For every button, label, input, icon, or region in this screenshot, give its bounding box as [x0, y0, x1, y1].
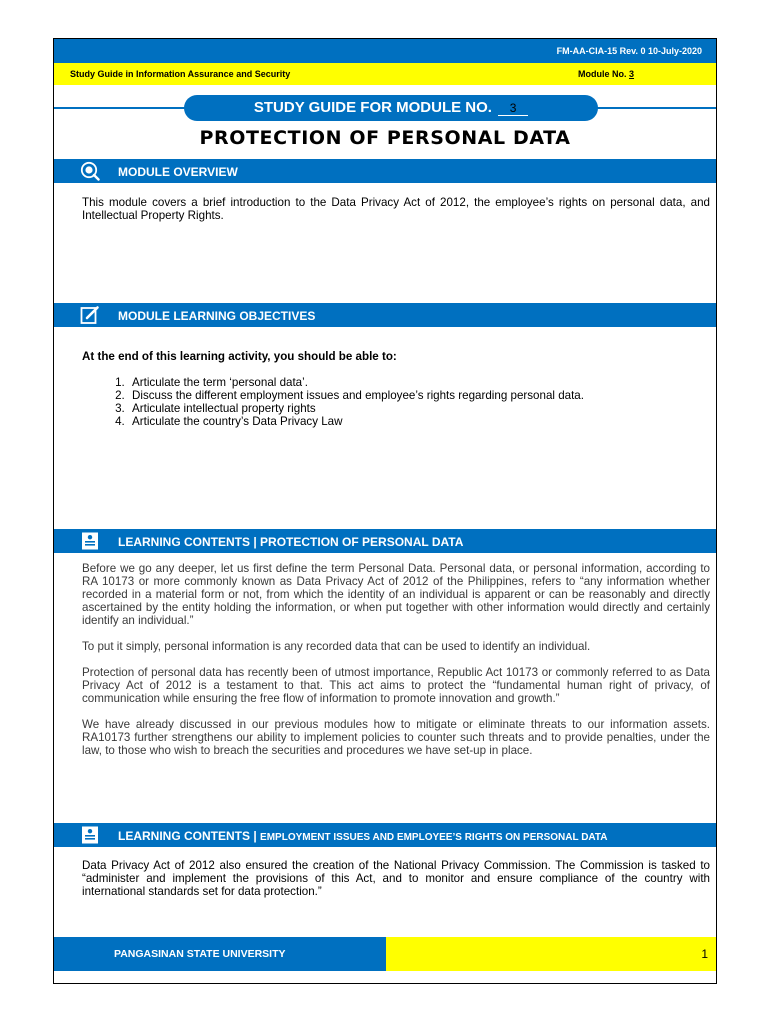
module-number: 3	[629, 69, 635, 79]
content-paragraph: Before we go any deeper, let us first define the term Personal Data. Personal data, or personal information, according to RA 10173 or more commonly known as Data Privacy Act of 2012 of the Philippines, refers to “any information whether recorded in a material form or not, from which the identity of an individual is apparent or can be reasonably and directly ascertained by the entity holding the information, or when put together with other information would directly and certainly identify an individual.”	[82, 562, 710, 627]
study-guide-banner	[184, 95, 598, 121]
section-header-overview	[54, 159, 716, 183]
module-number-label	[578, 69, 634, 79]
section-label-objectives: MODULE LEARNING OBJECTIVES	[118, 309, 316, 323]
course-title: Study Guide in Information Assurance and Security	[70, 69, 291, 79]
document-icon	[80, 825, 100, 845]
section-header-learning-contents-2	[54, 823, 716, 847]
document-icon	[80, 531, 100, 551]
learning-contents-2-body	[82, 859, 710, 911]
module-label: Module No.	[578, 69, 627, 79]
study-guide-banner-text: STUDY GUIDE FOR MODULE NO.	[253, 99, 492, 116]
objective-item: 1. Articulate the term ‘personal data’.	[128, 376, 710, 389]
content-paragraph: Data Privacy Act of 2012 also ensured the creation of the National Privacy Commission. The Commission is tasked to “administer and implement the provisions of this Act, and to monitor and ensure compliance of the country with international standards set for data protection.”	[82, 859, 710, 898]
section-label-learning-contents-1: LEARNING CONTENTS | PROTECTION OF PERSONAL DATA	[118, 535, 464, 549]
section-label-learning-contents-2	[118, 829, 608, 843]
university-name: PANGASINAN STATE UNIVERSITY	[114, 948, 286, 960]
overview-paragraph: This module covers a brief introduction to the Data Privacy Act of 2012, the employee’s rights on personal data, and Intellectual Property Rights.	[82, 196, 710, 222]
page-number: 1	[701, 947, 708, 961]
edit-icon	[80, 305, 100, 325]
learning-contents-1-body	[82, 562, 710, 770]
overview-body	[82, 196, 710, 235]
magnifier-icon	[80, 161, 100, 181]
footer-page-bar	[386, 937, 717, 971]
objective-item: 4. Articulate the country’s Data Privacy Law	[128, 415, 710, 428]
document-code-bar	[54, 39, 716, 63]
section-label-main: LEARNING CONTENTS |	[118, 829, 257, 843]
objective-item: 2. Discuss the different employment issues and employee’s rights regarding personal data.	[128, 389, 710, 402]
content-paragraph: To put it simply, personal information is any recorded data that can be used to identify an individual.	[82, 640, 591, 653]
footer-university-bar	[54, 937, 386, 971]
document-code: FM-AA-CIA-15 Rev. 0 10-July-2020	[556, 46, 702, 56]
objectives-list	[82, 376, 710, 428]
section-header-learning-contents-1	[54, 529, 716, 553]
page-title: PROTECTION OF PERSONAL DATA	[199, 127, 571, 149]
content-paragraph: We have already discussed in our previous modules how to mitigate or eliminate threats to our information assets. RA10173 further strengthens our ability to implement policies to counter such threats and to provide penalties, under the law, to those who wish to breach the securities and procedures we have set-up in place.	[82, 718, 710, 757]
objectives-intro: At the end of this learning activity, you should be able to:	[82, 350, 397, 363]
objectives-body	[82, 350, 710, 428]
section-label-overview: MODULE OVERVIEW	[118, 165, 238, 179]
course-header-bar	[54, 63, 716, 85]
study-guide-module-number: 3	[498, 101, 528, 116]
document-page	[53, 38, 717, 984]
section-header-objectives	[54, 303, 716, 327]
objective-item: 3. Articulate intellectual property rights	[128, 402, 710, 415]
content-paragraph: Protection of personal data has recently been of utmost importance, Republic Act 10173 or commonly referred to as Data Privacy Act of 2012 is a testament to that. This act aims to protect the “fundamental human right of privacy, of communication while ensuring the free flow of information to promote innovation and growth.”	[82, 666, 710, 705]
section-label-sub: EMPLOYMENT ISSUES AND EMPLOYEE’S RIGHTS ON PERSONAL DATA	[260, 832, 608, 843]
